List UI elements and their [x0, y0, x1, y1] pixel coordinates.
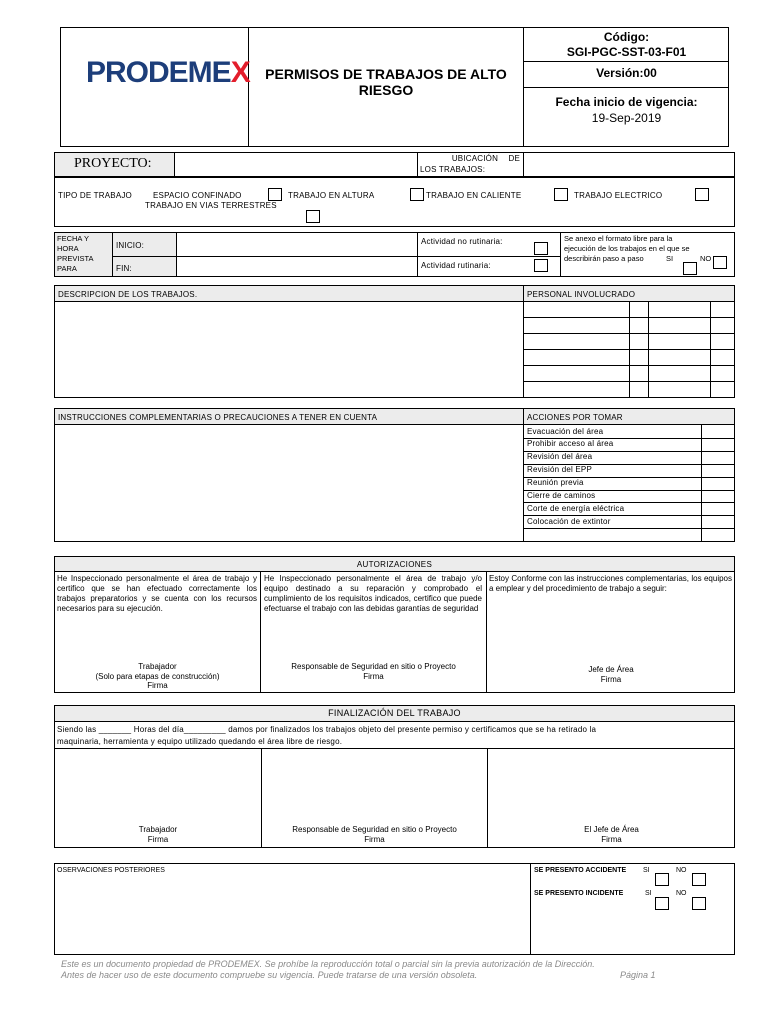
- accion-item-check-cell[interactable]: [702, 502, 734, 515]
- anexo-text-1: Se anexo el formato libre para la: [564, 234, 673, 243]
- finalizacion-text-1: Siendo las _______ Horas del día_________ damos por finalizados los trabajos objeto del presente permiso y certificamos que se ha retirado la: [57, 725, 597, 734]
- footer-page-number: Página 1: [620, 970, 656, 980]
- ubicacion-label-1: UBICACIÓN DE: [451, 154, 520, 163]
- autorizacion-responsable-text: He Inspeccionado personalmente el área de trabajo y/o equipo destinado a su reparación y comprobado el cumplimiento de los requisitos indicados, certifico que puede efectuarse el trabajo con las debidas garantías de seguridad: [264, 574, 482, 613]
- accion-item-check-cell[interactable]: [702, 451, 734, 464]
- accion-item-check-cell[interactable]: [702, 477, 734, 490]
- finalizacion-responsable-signature[interactable]: [262, 825, 487, 844]
- autorizacion-trabajador-text: He Inspeccionado personalmente el área de trabajo y certifico que se han efectuado correctamente los trabajos preparatorios y se cuenta con los recursos necesarios para su ejecución.: [57, 574, 257, 613]
- footer-disclaimer-2: Antes de hacer uso de este documento compruebe su vigencia. Puede tratarse de una versión obsoleta.: [61, 970, 478, 980]
- proyecto-input[interactable]: [175, 153, 417, 176]
- sig1-line-2: (Solo para etapas de construcción): [95, 671, 220, 681]
- footer-disclaimer-1: Este es un documento propiedad de PRODEMEX. Se prohíbe la reproducción total o parcial sin la previa autorización de la Dirección.: [61, 959, 595, 969]
- ubicacion-input[interactable]: [524, 153, 734, 176]
- incidente-no-checkbox[interactable]: [692, 897, 706, 910]
- version-label: Versión:00: [596, 66, 657, 80]
- trabajo-electrico-label: TRABAJO ELECTRICO: [574, 191, 663, 200]
- fin-sig3-line-1: El Jefe de Área: [584, 825, 639, 834]
- finalizacion-text-2: maquinaria, herramienta y equipo utilizado quedando el área libre de riesgo.: [57, 737, 343, 746]
- instrucciones-title: INSTRUCCIONES COMPLEMENTARIAS O PRECAUCIONES A TENER EN CUENTA: [58, 413, 378, 422]
- observaciones-title: OSERVACIONES POSTERIORES: [57, 867, 165, 874]
- incidente-no-label: NO: [676, 890, 687, 897]
- fecha-value: 19-Sep-2019: [591, 111, 662, 125]
- observaciones-textarea[interactable]: [55, 876, 530, 954]
- sig2-line-1: Responsable de Seguridad en sitio o Proyecto: [291, 662, 456, 671]
- finalizacion-jefe-signature[interactable]: [488, 825, 735, 844]
- incidente-label: SE PRESENTO INCIDENTE: [534, 890, 624, 897]
- fecha-hora-label-4: PARA: [57, 264, 77, 273]
- autorizaciones-title: AUTORIZACIONES: [356, 560, 433, 569]
- actividad-no-rutinaria-checkbox[interactable]: [534, 242, 548, 255]
- anexo-no-checkbox[interactable]: [713, 256, 727, 269]
- fin-label: FIN:: [116, 264, 132, 273]
- document-title: [249, 66, 523, 98]
- trabajo-caliente-checkbox[interactable]: [554, 188, 568, 201]
- autorizacion-trabajador-signature[interactable]: [55, 662, 260, 691]
- accion-item-label: Reunión previa: [527, 478, 584, 488]
- accion-item-check-cell[interactable]: [702, 425, 734, 438]
- accion-item-check-cell[interactable]: [702, 490, 734, 503]
- finalizacion-trabajador-signature[interactable]: [55, 825, 261, 844]
- fin-sig1-line-2: Firma: [147, 834, 169, 844]
- fecha-hora-label-3: PREVISTA: [57, 254, 94, 263]
- fecha-hora-label-1: FECHA Y: [57, 234, 89, 243]
- espacio-confinado-checkbox[interactable]: [268, 188, 282, 201]
- instrucciones-textarea[interactable]: [55, 425, 523, 541]
- title-line-2: RIESGO: [358, 82, 414, 98]
- sig1-line-1: Trabajador: [138, 662, 177, 671]
- anexo-no-label: NO: [700, 254, 712, 263]
- accion-item-label: Revisión del EPP: [527, 465, 593, 475]
- fecha-hora-label-2: HORA: [57, 244, 79, 253]
- title-line-1: PERMISOS DE TRABAJOS DE ALTO: [265, 66, 507, 82]
- sig3-line-2: Firma: [600, 674, 622, 684]
- fin-sig2-line-1: Responsable de Seguridad en sitio o Proyecto: [292, 825, 457, 834]
- accidente-no-checkbox[interactable]: [692, 873, 706, 886]
- fin-sig3-line-2: Firma: [601, 834, 622, 844]
- accion-item-check-cell[interactable]: [702, 515, 734, 528]
- fin-sig2-line-2: Firma: [364, 834, 385, 844]
- anexo-si-checkbox[interactable]: [683, 262, 697, 275]
- logo-main-text: PRODEME: [86, 56, 231, 89]
- incidente-si-label: SI: [645, 890, 652, 897]
- trabajo-altura-label: TRABAJO EN ALTURA: [288, 191, 375, 200]
- acciones-title: ACCIONES POR TOMAR: [527, 413, 623, 422]
- ubicacion-label-2: LOS TRABAJOS:: [420, 165, 486, 174]
- autorizacion-jefe-signature[interactable]: [487, 665, 735, 684]
- trabajo-altura-checkbox[interactable]: [410, 188, 424, 201]
- anexo-text-3: describirán paso a paso: [564, 254, 644, 263]
- accion-item-label: Revisión del área: [527, 452, 593, 462]
- accion-item-label: Colocación de extintor: [527, 516, 611, 526]
- codigo-value: SGI-PGC-SST-03-F01: [566, 45, 687, 59]
- espacio-confinado-label: ESPACIO CONFINADO: [153, 191, 242, 200]
- fin-input[interactable]: [177, 257, 417, 276]
- sig1-line-3: Firma: [147, 681, 168, 690]
- descripcion-title: DESCRIPCION DE LOS TRABAJOS.: [58, 290, 198, 299]
- finalizacion-title: FINALIZACIÓN DEL TRABAJO: [328, 708, 461, 718]
- autorizacion-jefe-text: Estoy Conforme con las instrucciones complementarias, los equipos a emplear y del procedimiento de trabajo a seguir:: [489, 574, 732, 593]
- codigo-label: Código:: [603, 30, 650, 44]
- anexo-text-2: ejecución de los trabajos en el que se: [564, 244, 690, 253]
- incidente-si-checkbox[interactable]: [655, 897, 669, 910]
- accion-item-label: Cierre de caminos: [527, 491, 596, 500]
- trabajo-vias-checkbox[interactable]: [306, 210, 320, 223]
- tipo-trabajo-label: TIPO DE TRABAJO: [58, 191, 132, 200]
- actividad-rutinaria-label: Actividad rutinaria:: [421, 261, 491, 270]
- sig3-line-1: Jefe de Área: [588, 665, 634, 674]
- codigo-block: [524, 30, 729, 60]
- accion-item-check-cell[interactable]: [702, 438, 734, 451]
- trabajo-caliente-label: TRABAJO EN CALIENTE: [426, 191, 522, 200]
- fecha-label: Fecha inicio de vigencia:: [555, 95, 698, 109]
- accion-item-label: Prohibir acceso al área: [527, 439, 614, 449]
- fecha-block: [524, 94, 729, 126]
- proyecto-label: PROYECTO:: [74, 156, 152, 171]
- descripcion-textarea[interactable]: [55, 302, 523, 397]
- inicio-input[interactable]: [177, 233, 417, 256]
- accidente-si-label: SI: [643, 867, 650, 874]
- logo-accent-x: X: [230, 56, 250, 89]
- actividad-no-rutinaria-label: Actividad no rutinaria:: [421, 237, 503, 246]
- personal-title: PERSONAL INVOLUCRADO: [527, 290, 636, 299]
- autorizacion-responsable-signature[interactable]: [261, 662, 486, 681]
- accidente-no-label: NO: [676, 867, 687, 874]
- accion-item-label: Corte de energía eléctrica: [527, 503, 625, 513]
- trabajo-electrico-checkbox[interactable]: [695, 188, 709, 201]
- accidente-si-checkbox[interactable]: [655, 873, 669, 886]
- prodemex-logo: [86, 58, 250, 88]
- accidente-label: SE PRESENTO ACCIDENTE: [534, 867, 627, 874]
- accion-item-label: Evacuación del área: [527, 426, 604, 436]
- fin-sig1-line-1: Trabajador: [138, 825, 178, 834]
- anexo-si-label: SI: [666, 254, 674, 263]
- trabajo-vias-label: TRABAJO EN VIAS TERRESTRES: [145, 201, 277, 210]
- inicio-label: INICIO:: [116, 241, 145, 250]
- sig2-line-2: Firma: [363, 671, 384, 681]
- accion-item-check-cell[interactable]: [702, 464, 734, 477]
- actividad-rutinaria-checkbox[interactable]: [534, 259, 548, 272]
